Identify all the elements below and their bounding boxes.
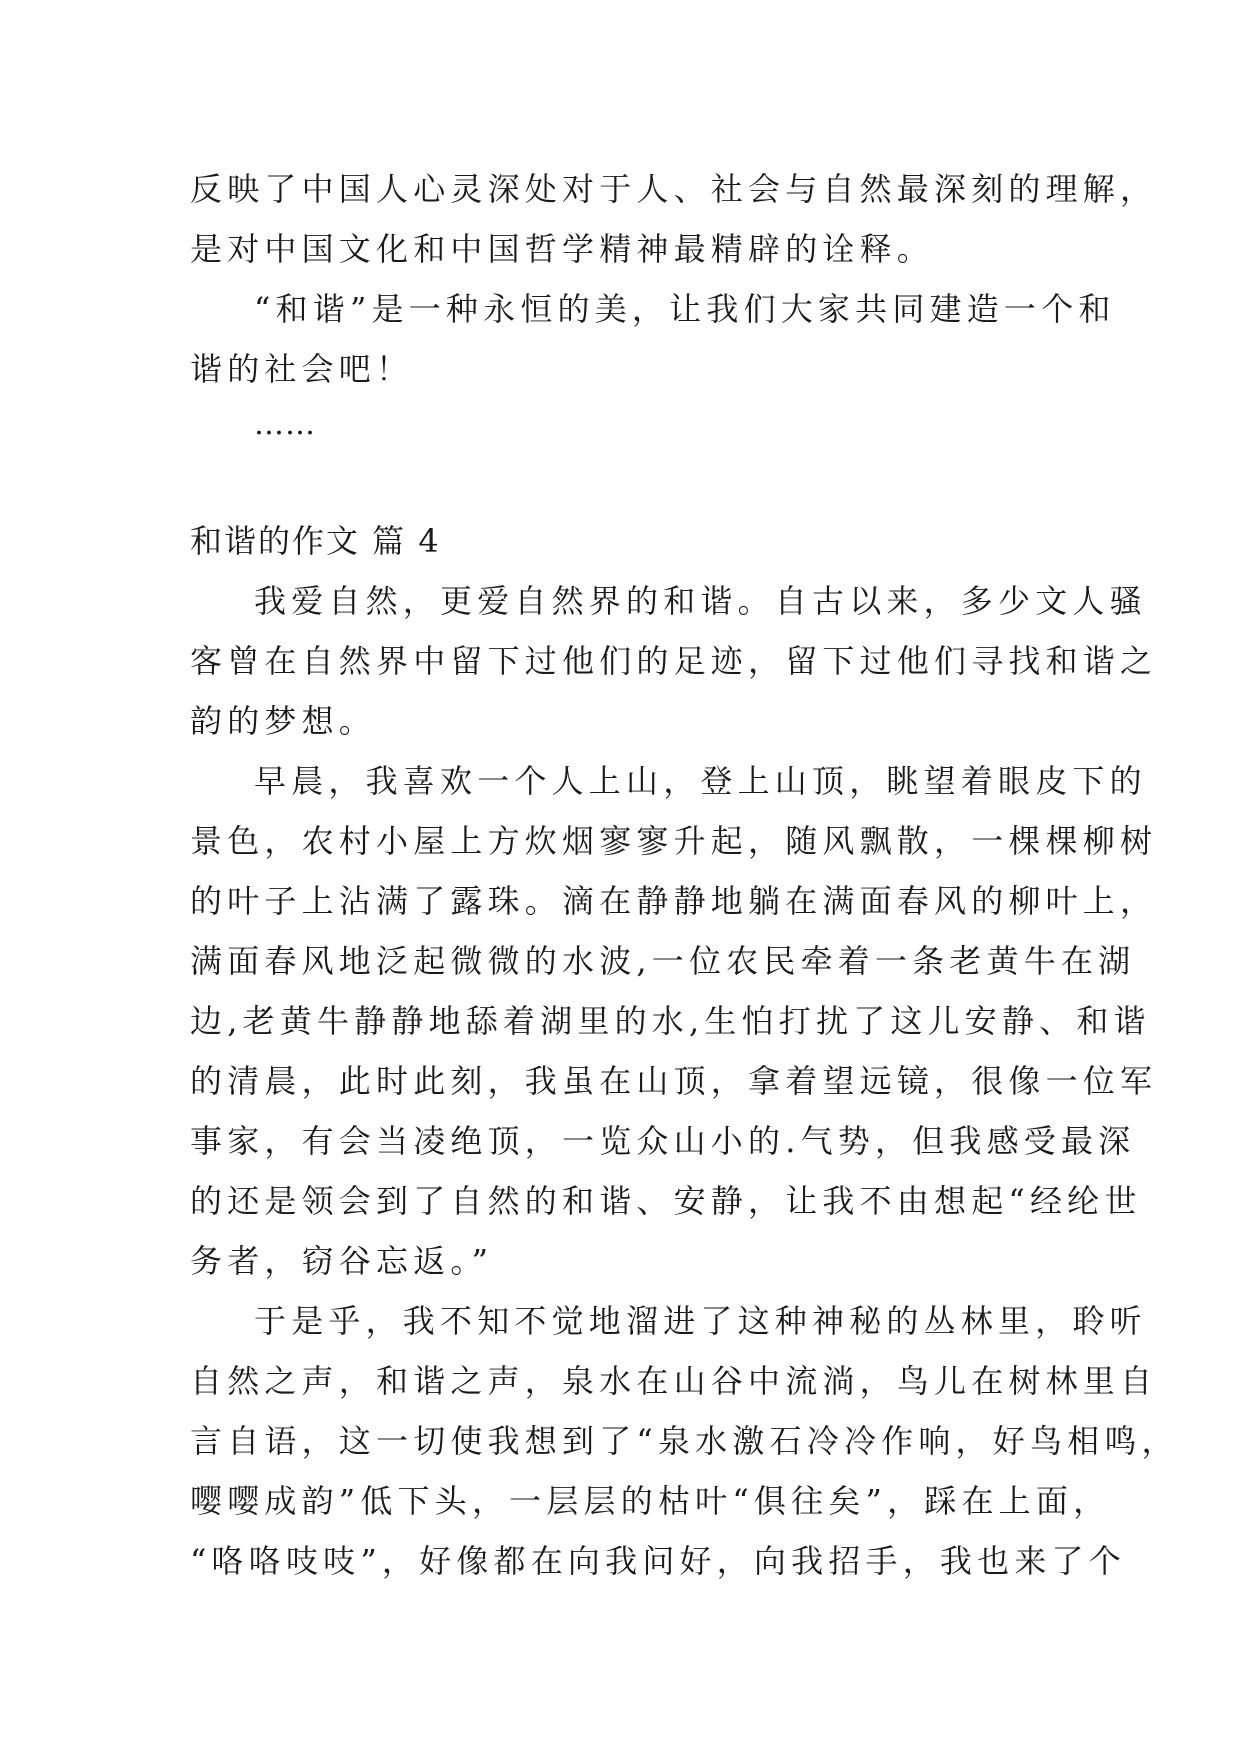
text-line: 自然之声，和谐之声，泉水在山谷中流淌，鸟儿在树林里自 bbox=[190, 1362, 1158, 1400]
text-line: …… bbox=[254, 407, 316, 442]
text-line: 韵的梦想。 bbox=[190, 702, 377, 740]
text-line: “和谐”是一种永恒的美，让我们大家共同建造一个和 bbox=[254, 290, 1116, 328]
text-line: 边,老黄牛静静地舔着湖里的水,生怕打扰了这儿安静、和谐 bbox=[190, 1002, 1151, 1040]
text-line: 景色，农村小屋上方炊烟寥寥升起，随风飘散，一棵棵柳树 bbox=[190, 822, 1158, 860]
text-line: 客曾在自然界中留下过他们的足迹，留下过他们寻找和谐之 bbox=[190, 642, 1158, 680]
text-line: 事家，有会当凌绝顶，一览众山小的.气势，但我感受最深 bbox=[190, 1122, 1136, 1160]
text-line: 满面春风地泛起微微的水波,一位农民牵着一条老黄牛在湖 bbox=[190, 942, 1136, 980]
text-line: 我爱自然，更爱自然界的和谐。自古以来，多少文人骚 bbox=[254, 582, 1147, 620]
section-heading: 和谐的作文 篇 4 bbox=[190, 522, 441, 560]
text-line: 是对中国文化和中国哲学精神最精辟的诠释。 bbox=[190, 230, 935, 268]
text-line: 务者，窃谷忘返。” bbox=[190, 1242, 494, 1280]
text-line: 嘤嘤成韵”低下头，一层层的枯叶“俱往矣”，踩在上面， bbox=[190, 1482, 1111, 1520]
text-line: 反映了中国人心灵深处对于人、社会与自然最深刻的理解， bbox=[190, 170, 1158, 208]
text-line: 的清晨，此时此刻，我虽在山顶，拿着望远镜，很像一位军 bbox=[190, 1062, 1158, 1100]
text-line: 的叶子上沾满了露珠。滴在静静地躺在满面春风的柳叶上， bbox=[190, 882, 1158, 920]
text-line: 言自语，这一切使我想到了“泉水激石冷冷作响，好鸟相鸣， bbox=[190, 1422, 1179, 1460]
text-line: 的还是领会到了自然的和谐、安静，让我不由想起“经纶世 bbox=[190, 1182, 1142, 1220]
text-line: 谐的社会吧！ bbox=[190, 350, 414, 388]
text-line: 于是乎，我不知不觉地溜进了这种神秘的丛林里，聆听 bbox=[254, 1302, 1147, 1340]
text-line: “咯咯吱吱”，好像都在向我问好，向我招手，我也来了个 bbox=[190, 1542, 1126, 1580]
text-line: 早晨，我喜欢一个人上山，登上山顶，眺望着眼皮下的 bbox=[254, 762, 1147, 800]
